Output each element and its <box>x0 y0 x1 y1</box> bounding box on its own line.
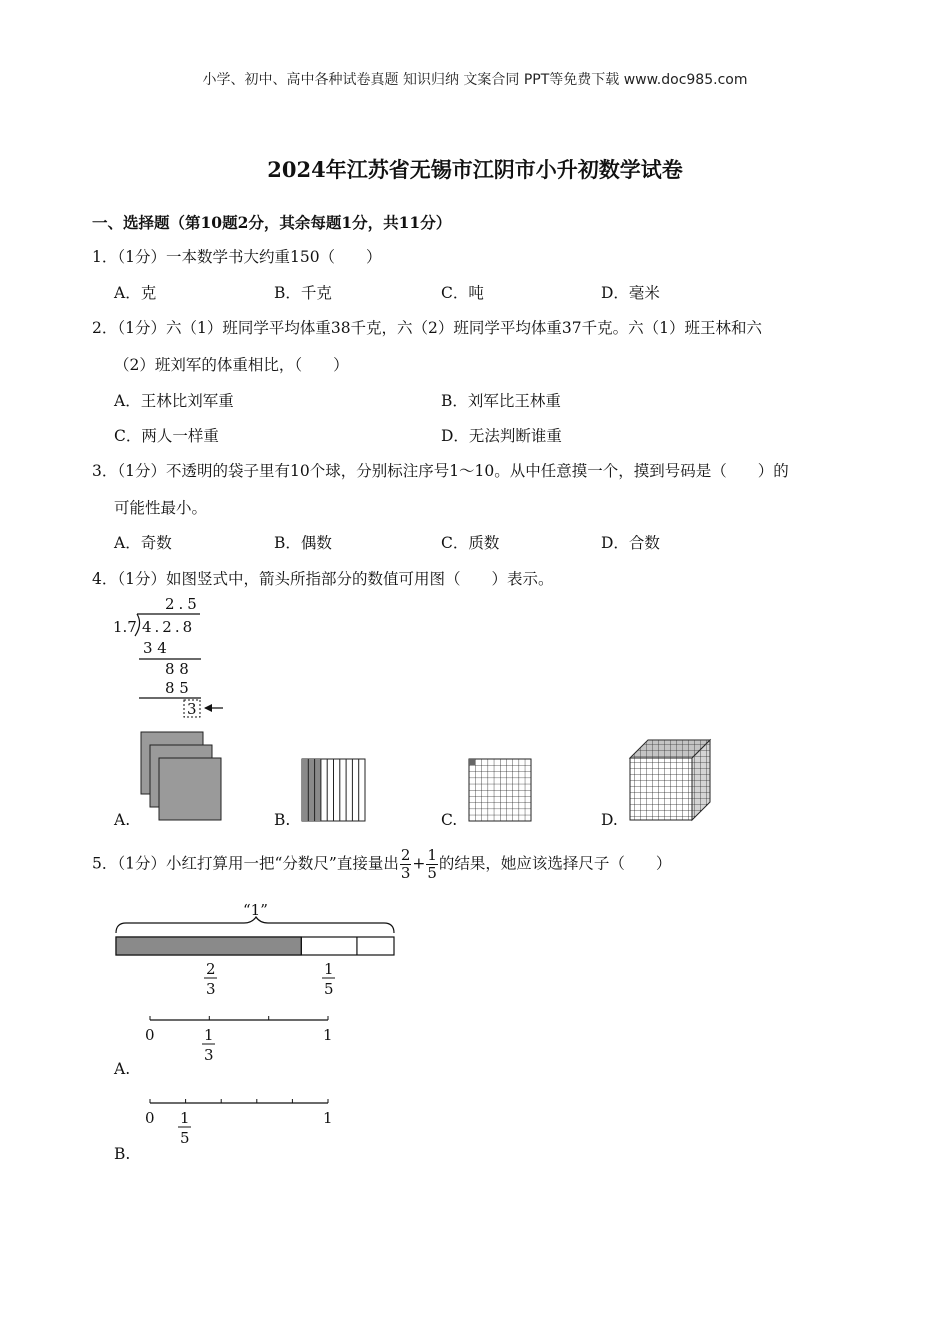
question-2-stem-line2: （2）班刘军的体重相比，（ ） <box>114 356 349 374</box>
option-b-strips-figure <box>300 757 370 823</box>
bar-label-2-den: 5 <box>324 980 334 998</box>
q5-option-b: B. <box>114 1145 131 1163</box>
division-dividend: 4.2.8 <box>142 618 196 636</box>
q5-plus: + <box>412 854 426 873</box>
q3-option-c: C．质数 <box>441 534 500 552</box>
ruler-b-zero: 0 <box>145 1109 155 1127</box>
question-3-stem-line1: 3．（1分）不透明的袋子里有10个球，分别标注序号1～10。从中任意摸一个，摸到号码是（ ）的 <box>92 462 789 480</box>
ruler-a-figure <box>138 1010 343 1070</box>
bar-label-1-den: 3 <box>206 980 216 998</box>
q5-fraction-1: $\frac{2}{3}$ <box>400 846 411 882</box>
q3-option-a: A．奇数 <box>114 534 172 552</box>
ruler-a-zero: 0 <box>145 1026 155 1044</box>
q5-option-a: A. <box>114 1060 131 1078</box>
ruler-b-one: 1 <box>323 1109 333 1127</box>
ruler-b-figure <box>138 1093 343 1153</box>
option-d-cube-figure <box>628 738 718 826</box>
page-title: 2024年江苏省无锡市江阴市小升初数学试卷 <box>267 157 683 182</box>
option-c-grid-figure <box>467 757 535 823</box>
q4-option-b: B. <box>274 811 291 829</box>
bar-label-2-num: 1 <box>324 960 334 978</box>
q4-option-d: D. <box>601 811 618 829</box>
fraction-bar-shaded <box>116 937 301 955</box>
ruler-a-frac-num: 1 <box>204 1026 214 1044</box>
division-row-3: 8 5 <box>165 679 189 697</box>
q5-fraction-2: $\frac{1}{5}$ <box>427 846 437 882</box>
q4-option-c: C. <box>441 811 458 829</box>
question-4-stem: 4．（1分）如图竖式中，箭头所指部分的数值可用图（ ）表示。 <box>92 570 554 588</box>
q5-stem-pre: 5．（1分）小红打算用一把“分数尺”直接量出 <box>92 854 399 873</box>
question-5-stem <box>92 848 671 881</box>
q2-option-a: A．王林比刘军重 <box>114 392 234 410</box>
q2-option-b: B．刘军比王林重 <box>441 392 561 410</box>
fraction-bar-figure <box>110 895 410 1005</box>
question-3-stem-line2: 可能性最小。 <box>114 499 208 517</box>
division-row-1: 3 4 <box>143 639 167 657</box>
question-2-stem-line1: 2．（1分）六（1）班同学平均体重38千克，六（2）班同学平均体重37千克。六（1）班王林和六 <box>92 319 763 337</box>
q1-option-b: B．千克 <box>274 284 332 302</box>
ruler-a-frac-den: 3 <box>204 1046 214 1064</box>
question-1-stem: 1．（1分）一本数学书大约重150（ ） <box>92 248 382 266</box>
brace-label: “1” <box>243 901 268 919</box>
division-row-2: 8 8 <box>165 660 189 678</box>
q1-option-d: D．毫米 <box>601 284 660 302</box>
q3-option-d: D．合数 <box>601 534 660 552</box>
q5-stem-post: 的结果，她应该选择尺子（ ） <box>438 854 672 873</box>
division-divisor: 1.7 <box>113 618 137 636</box>
section-heading: 一、选择题（第10题2分，其余每题1分，共11分） <box>92 213 452 232</box>
brace-icon <box>116 917 394 933</box>
bar-label-1-num: 2 <box>206 960 216 978</box>
long-division-figure <box>105 592 235 722</box>
option-a-squares-figure <box>138 730 228 825</box>
q2-option-c: C．两人一样重 <box>114 427 219 445</box>
page-header: 小学、初中、高中各种试卷真题 知识归纳 文案合同 PPT等免费下载 www.doc985.com <box>202 72 748 88</box>
division-quotient: 2.5 <box>165 595 201 613</box>
ruler-b-frac-den: 5 <box>180 1129 190 1147</box>
ruler-a-one: 1 <box>323 1026 333 1044</box>
q1-option-a: A．克 <box>114 284 157 302</box>
division-remainder: 3 <box>187 700 197 718</box>
q3-option-b: B．偶数 <box>274 534 332 552</box>
q4-option-a: A. <box>114 811 131 829</box>
q2-option-d: D．无法判断谁重 <box>441 427 562 445</box>
ruler-b-frac-num: 1 <box>180 1109 190 1127</box>
q1-option-c: C．吨 <box>441 284 484 302</box>
